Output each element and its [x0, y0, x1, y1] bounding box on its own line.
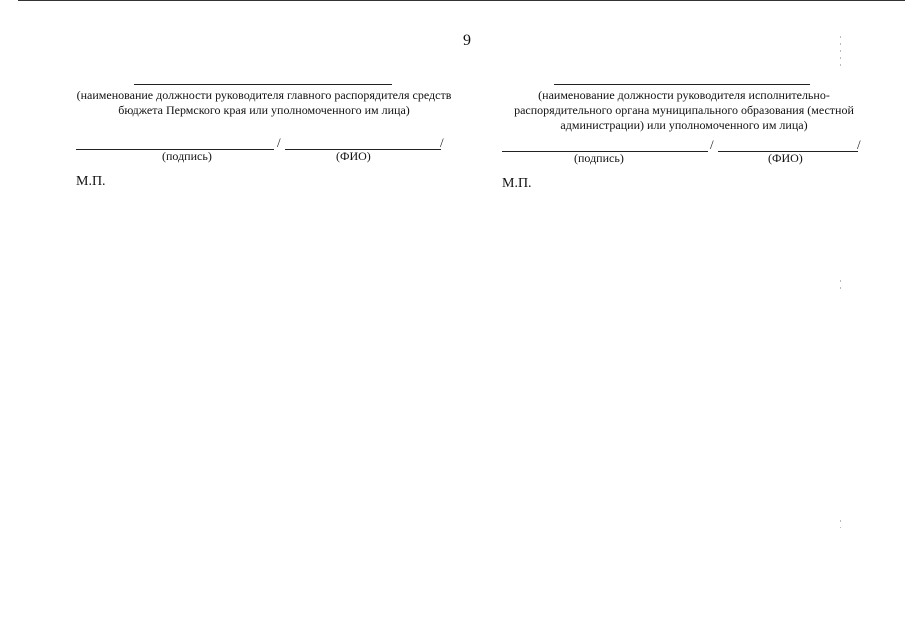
stamp-placeholder: М.П. — [76, 174, 106, 189]
position-title-line[interactable] — [554, 84, 810, 85]
full-name-label: (ФИО) — [336, 149, 371, 163]
scan-artifact — [840, 520, 841, 528]
position-caption: (наименование должности руководителя исполнительно-распорядительного органа муниципального образования (местной администрации) или уполномоченного им лица) — [514, 88, 854, 132]
signature-label: (подпись) — [162, 149, 212, 163]
scan-artifact — [840, 280, 841, 294]
position-title-line[interactable] — [134, 84, 392, 85]
separator-slash: / — [277, 135, 281, 150]
separator-slash: / — [857, 137, 861, 152]
signature-label: (подпись) — [574, 151, 624, 165]
scan-artifact — [840, 36, 841, 70]
position-caption: (наименование должности руководителя главного распорядителя средств бюджета Пермского края или уполномоченного им лица) — [76, 88, 452, 117]
page-top-border — [18, 0, 905, 1]
full-name-label: (ФИО) — [768, 151, 803, 165]
page-number: 9 — [463, 32, 471, 49]
stamp-placeholder: М.П. — [502, 176, 532, 191]
separator-slash: / — [710, 137, 714, 152]
separator-slash: / — [440, 135, 444, 150]
